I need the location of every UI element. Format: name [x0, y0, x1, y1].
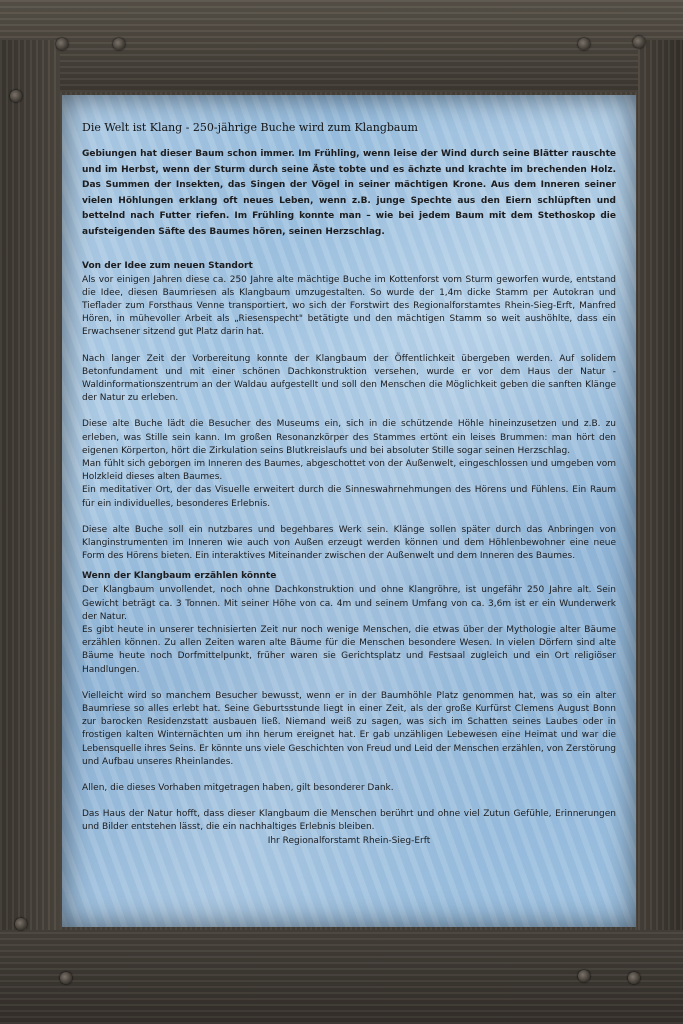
- screw-icon: [578, 970, 590, 982]
- paragraph: Diese alte Buche lädt die Besucher des Museums ein, sich in die schützende Höhle hineinzusetzen und z.B. zu erleben, was Stille sein kann. Im großen Resonanzkörper des Stammes ertönt ein leises Brummen: man hört den eigenen Körperton, hört die Zirkulation seins Blutkreislaufs und bei absoluter Stille sogar seinen Herzschlag. Man fühlt sich geborgen im Inneren des Baumes, abgeschottet von der Außenwelt, eingeschlossen und umgeben vom Holzkleid dieses alten Baumes. Ein meditativer Ort, der das Visuelle erweitert durch die Sinneswahrnehmungen des Hörens und Fühlens. Ein Raum für ein individuelles, besonderes Erlebnis.: [82, 419, 616, 509]
- screw-icon: [60, 972, 72, 984]
- screw-icon: [113, 38, 125, 50]
- paragraph: Der Klangbaum unvollendet, noch ohne Dachkonstruktion und ohne Klangröhre, ist ungefähr 250 Jahre alt. Sein Gewicht beträgt ca. 3 Tonnen. Mit seiner Höhe von ca. 4m und seinem Umfang von ca. 3,6m ist er ein Wunderwerk der Natur. Es gibt heute in unserer technisierten Zeit nur noch wenige Menschen, die etwas über der Mythologie alter Bäume erzählen können. Zu allen Zeiten waren alte Bäume für die Menschen besondere Wesen. In vielen Dörfern sind alte Bäume heute noch Dorfmittelpunkt, früher waren sie Gerichtsplatz und Festsaal zugleich und ein Ort religiöser Handlungen.: [82, 585, 616, 675]
- screw-icon: [10, 90, 22, 102]
- screw-icon: [578, 38, 590, 50]
- screw-icon: [628, 972, 640, 984]
- section-heading-idea: Von der Idee zum neuen Standort: [82, 260, 253, 271]
- screw-icon: [15, 918, 27, 930]
- screw-icon: [56, 38, 68, 50]
- sign-title: Die Welt ist Klang - 250-jährige Buche wird zum Klangbaum: [82, 121, 418, 134]
- signature: Ihr Regionalforstamt Rhein-Sieg-Erft: [267, 835, 431, 846]
- section-heading-story: Wenn der Klangbaum erzählen könnte: [82, 571, 277, 582]
- paragraph: Nach langer Zeit der Vorbereitung konnte der Klangbaum der Öffentlichkeit übergeben werden. Auf solidem Betonfundament und mit einer schönen Dachkonstruktion versehen, wurde er vor dem Haus der Natur - Waldinformationszentrum an der Waldau aufgestellt und soll den Menschen die Möglichkeit geben die sanften Klänge der Natur zu erleben.: [82, 353, 616, 404]
- screw-icon: [633, 36, 645, 48]
- information-sign: [62, 95, 636, 927]
- sign-intro: Gebiungen hat dieser Baum schon immer. Im Frühling, wenn leise der Wind durch seine Blätter rauschte und im Herbst, wenn der Sturm durch seine Äste tobte und es ächzte und krachte im brechenden Holz. Das Summen der Insekten, das Singen der Vögel in seiner mächtigen Krone. Aus dem Inneren seiner vielen Höhlungen erklang oft neues Leben, wenn z.B. junge Spechte aus den Eiern schlüpften und bettelnd nach Futter riefen. Im Frühling konnte man – wie bei jedem Baum mit dem Stethoskop die aufsteigenden Säfte des Baumes hören, seinen Herzschlag.: [82, 149, 616, 237]
- frame-right-beam: [638, 40, 683, 990]
- paragraph: Das Haus der Natur hofft, dass dieser Klangbaum die Menschen berührt und ohne viel Zutun Gefühle, Erinnerungen und Bilder entstehen lässt, die ein nachhaltiges Erlebnis bleiben.: [82, 809, 616, 833]
- paragraph: Als vor einigen Jahren diese ca. 250 Jahre alte mächtige Buche im Kottenforst vom Sturm geworfen wurde, entstand die Idee, diesen Baumriesen als Klangbaum umzugestalten. So wurde der 1,4m dicke Stamm per Autokran und Tieflader zum Forsthaus Venne transportiert, wo sich der Forstwirt des Regionalforstamtes Rhein-Sieg-Erft, Manfred Hören, in mühevoller Arbeit als „Riesenspecht" betätigte und den mächtigen Stamm so weit aushöhlte, dass ein Erwachsener sitzend gut Platz darin hat.: [82, 274, 616, 338]
- frame-left-beam: [0, 40, 60, 990]
- paragraph: Vielleicht wird so manchem Besucher bewusst, wenn er in der Baumhöhle Platz genommen hat, was so ein alter Baumriese so alles erlebt hat. Seine Geburtsstunde liegt in einer Zeit, als der große Kurfürst Clemens August Bonn zur barocken Residenzstatt ausbauen ließ. Niemand weiß zu sagen, was sich im Schatten seines Laubes oder in frostigen kalten Winternächten um ihn herum ereignet hat. Er gab unzähligen Lebewesen eine Heimat und war die Lebensquelle ihres Seins. Er könnte uns viele Geschichten von Freud und Leid der Menschen erzählen, von Zerstörung und Aufbau unseres Rheinlandes.: [82, 690, 616, 767]
- paragraph: Diese alte Buche soll ein nutzbares und begehbares Werk sein. Klänge sollen später durch das Anbringen von Klanginstrumenten im Inneren wie auch von Außen erzeugt werden können und dem Höhlenbewohner eine neue Form des Hörens bieten. Ein interaktives Miteinander zwischen der Außenwelt und dem Inneren des Baumes.: [82, 524, 616, 562]
- paragraph: Allen, die dieses Vorhaben mitgetragen haben, gilt besonderer Dank.: [82, 783, 394, 794]
- sign-content: [82, 121, 616, 848]
